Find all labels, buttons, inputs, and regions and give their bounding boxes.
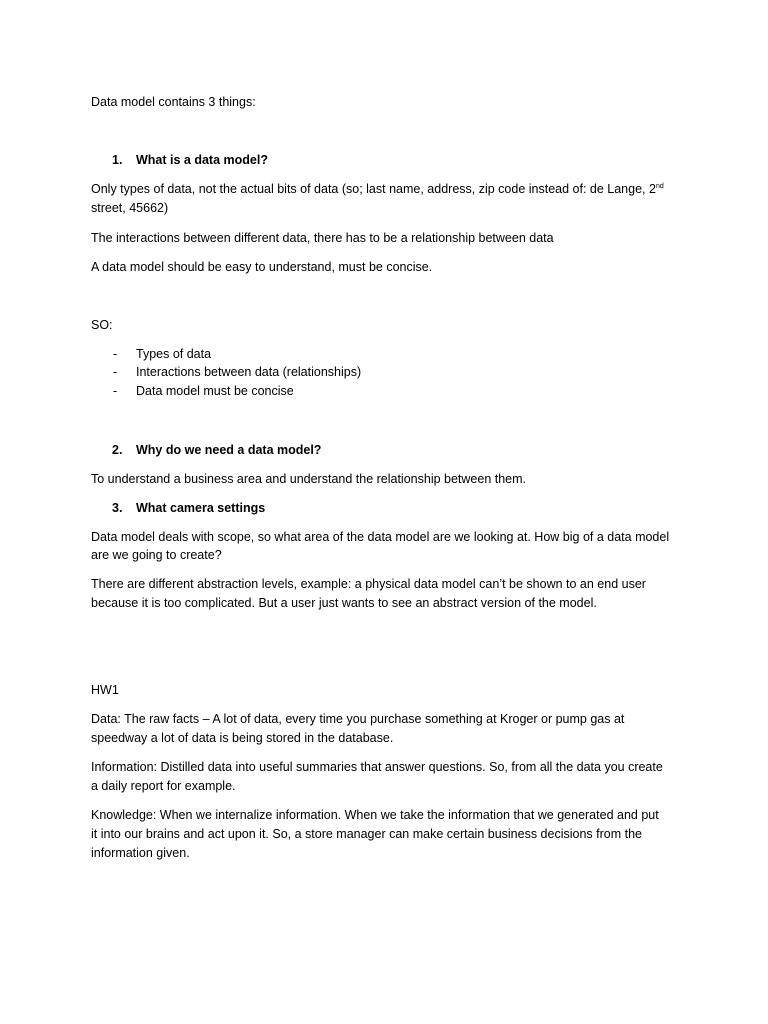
bullet-item-concise: Data model must be concise	[136, 384, 294, 398]
ordinal-superscript: nd	[655, 182, 664, 190]
section-3-paragraph-2-line-2: because it is too complicated. But a user just wants to see an abstract version of the model.	[91, 596, 597, 610]
hw1-information-line-1: Information: Distilled data into useful summaries that answer questions. So, from all the data you create	[91, 760, 663, 774]
so-label: SO:	[91, 318, 113, 332]
section-1-paragraph-2: The interactions between different data, there has to be a relationship between data	[91, 231, 554, 245]
hw1-knowledge-line-3: information given.	[91, 846, 190, 860]
section-1-paragraph-1-line-2: street, 45662)	[91, 201, 169, 215]
hw1-data-line-1: Data: The raw facts – A lot of data, every time you purchase something at Kroger or pump gas at	[91, 712, 625, 726]
section-3-paragraph-2-line-1: There are different abstraction levels, example: a physical data model can’t be shown to an end user	[91, 577, 646, 591]
section-2-number: 2.	[112, 443, 123, 457]
hw1-knowledge-line-1: Knowledge: When we internalize information. When we take the information that we generated and put	[91, 808, 659, 822]
section-1-paragraph-3: A data model should be easy to understand, must be concise.	[91, 260, 433, 274]
section-3-paragraph-1-line-1: Data model deals with scope, so what area of the data model are we looking at. How big of a data model	[91, 530, 670, 544]
bullet-dash: -	[113, 365, 118, 379]
section-3-paragraph-1-line-2: are we going to create?	[91, 548, 222, 562]
section-3-title: What camera settings	[136, 501, 266, 515]
section-3-number: 3.	[112, 501, 123, 515]
intro-text: Data model contains 3 things:	[91, 95, 256, 109]
bullet-dash: -	[113, 384, 118, 398]
hw1-heading: HW1	[91, 683, 119, 697]
bullet-item-types-of-data: Types of data	[136, 347, 212, 361]
section-1-title: What is a data model?	[136, 153, 268, 167]
section-2-paragraph: To understand a business area and understand the relationship between them.	[91, 472, 527, 486]
hw1-data-line-2: speedway a lot of data is being stored in the database.	[91, 731, 394, 745]
section-1-paragraph-1-text: Only types of data, not the actual bits of data (so; last name, address, zip code instead of: de Lange, 2	[91, 182, 656, 196]
hw1-information-line-2: a daily report for example.	[91, 779, 236, 793]
bullet-item-interactions: Interactions between data (relationships)	[136, 365, 362, 379]
section-1-paragraph-1-line-1	[91, 180, 691, 200]
hw1-knowledge-line-2: it into our brains and act upon it. So, a store manager can make certain business decisions from the	[91, 827, 642, 841]
section-1-number: 1.	[112, 153, 123, 167]
bullet-dash: -	[113, 347, 118, 361]
section-2-title: Why do we need a data model?	[136, 443, 322, 457]
